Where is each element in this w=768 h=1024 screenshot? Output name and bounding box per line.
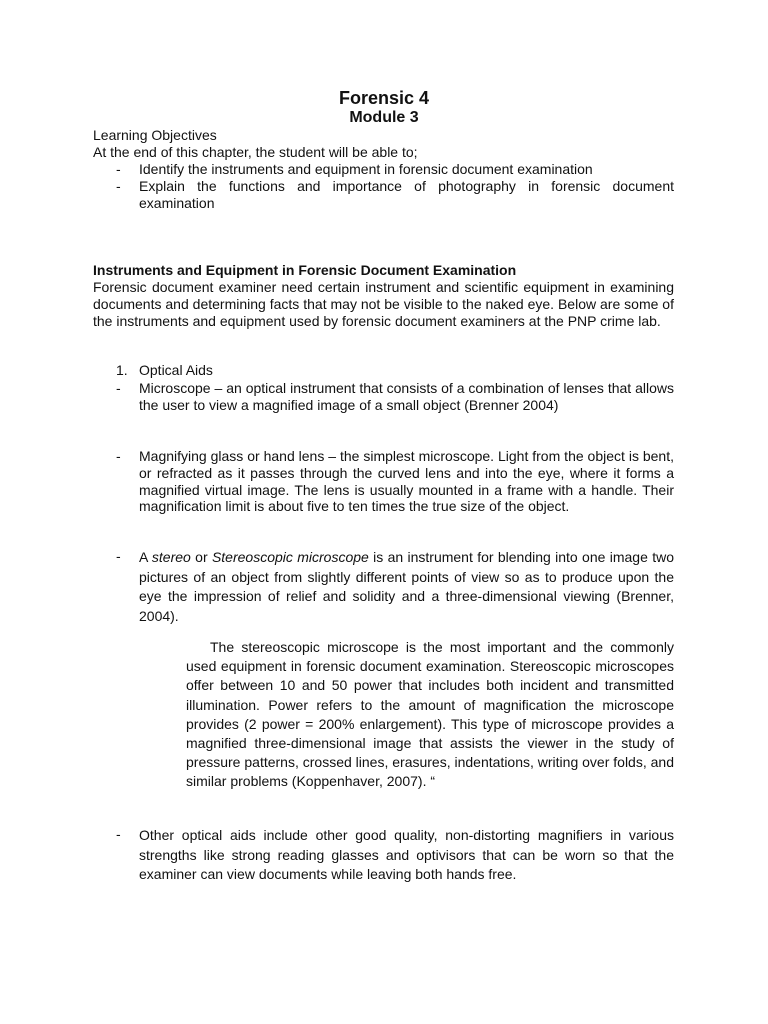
- objectives-intro: At the end of this chapter, the student will be able to;: [93, 144, 418, 160]
- list-bullet: -: [116, 448, 121, 464]
- objective-bullet: -: [116, 178, 121, 194]
- stereo-or: or: [190, 549, 212, 565]
- module-title: Module 3: [349, 109, 419, 126]
- magnifying-glass-item: Magnifying glass or hand lens – the simplest microscope. Light from the object is bent, or refracted as it passes through the curved lens and into the eye, where it forms a magnified virtual image. The lens is usually mounted in a frame with a handle. Their magnification limit is about five to ten times the true size of the object.: [139, 448, 674, 515]
- microscope-item: Microscope – an optical instrument that consists of a combination of lenses that allows the user to view a magnified image of a small object (Brenner 2004): [139, 380, 674, 413]
- stereoscopic-term: Stereoscopic microscope: [211, 549, 369, 565]
- list-bullet: -: [116, 380, 121, 396]
- section-intro: Forensic document examiner need certain instrument and scientific equipment in examining documents and determining facts that may not be visible to the naked eye. Below are some of the instruments and equipment used by forensic document examiners at the PNP crime lab.: [93, 279, 674, 329]
- objective-item-2: Explain the functions and importance of photography in forensic document examination: [139, 178, 674, 211]
- list-bullet: -: [116, 548, 121, 564]
- list-number: 1.: [116, 362, 128, 378]
- objective-bullet: -: [116, 161, 121, 177]
- stereo-rest: is an instrument for blending into one image two pictures of an object from slightly different points of view so as to produce upon the eye the impression of relief and solidity and a three-dimensional viewing (Brenner, 2004).: [139, 549, 674, 624]
- other-optical-aids-item: Other optical aids include other good quality, non-distorting magnifiers in various strengths like strong reading glasses and optivisors that can be worn so that the examiner can view documents while leaving both hands free.: [139, 827, 674, 882]
- stereo-word: stereo: [151, 549, 191, 565]
- section-heading: Instruments and Equipment in Forensic Document Examination: [93, 262, 517, 278]
- stereo-a: A: [139, 549, 152, 565]
- objective-item-1: Identify the instruments and equipment in forensic document examination: [139, 161, 593, 177]
- objectives-heading: Learning Objectives: [93, 127, 217, 143]
- stereoscopic-quote: The stereoscopic microscope is the most important and the commonly used equipment in forensic document examination. Stereoscopic microscopes offer between 10 and 50 power that includes both incident and transmitted illumination. Power refers to the amount of magnification the microscope provides (2 power = 200% enlargement). This type of microscope provides a magnified three-dimensional image that assists the viewer in the study of pressure patterns, crossed lines, erasures, indentations, writing over folds, and similar problems (Koppenhaver, 2007). “: [186, 639, 674, 790]
- list-label: Optical Aids: [139, 362, 213, 378]
- document-title: Forensic 4: [338, 88, 430, 108]
- list-bullet: -: [116, 826, 121, 842]
- stereo-microscope-item: [139, 548, 674, 626]
